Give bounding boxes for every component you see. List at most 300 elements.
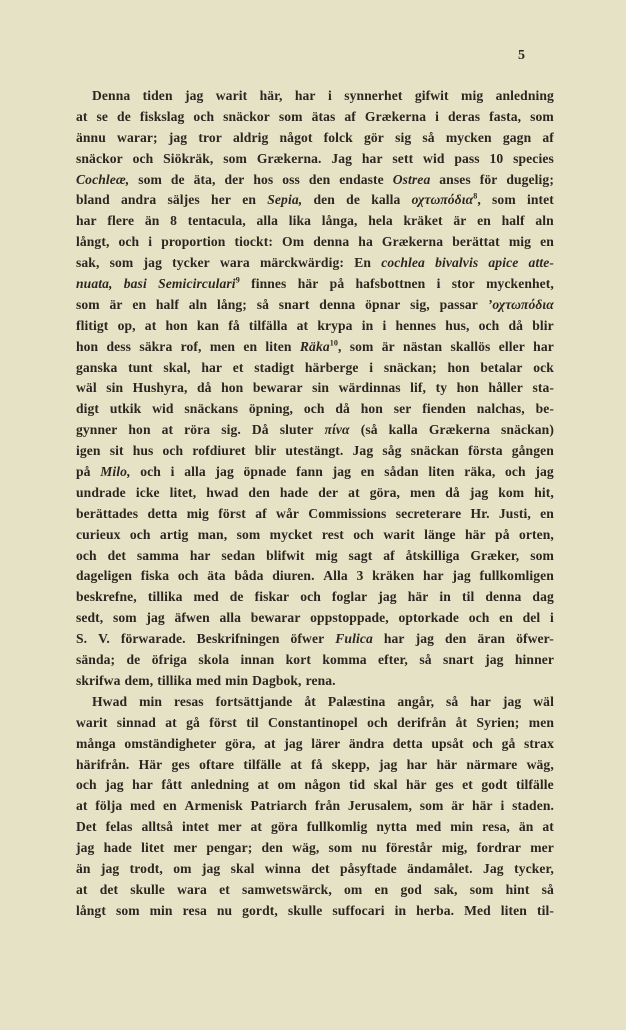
text: öfwer xyxy=(290,631,325,647)
word xyxy=(499,608,513,629)
text: der xyxy=(318,484,339,500)
word xyxy=(448,107,480,128)
word xyxy=(530,838,554,859)
word xyxy=(244,462,287,483)
text: som xyxy=(138,171,162,187)
word xyxy=(344,880,362,901)
word xyxy=(410,483,435,504)
text: nalchas, xyxy=(476,401,525,417)
text: det xyxy=(311,860,330,876)
text: det xyxy=(107,547,127,563)
text: dag xyxy=(532,589,554,605)
text: jag xyxy=(168,129,188,145)
word xyxy=(152,399,173,420)
word xyxy=(499,504,531,525)
word xyxy=(265,337,291,358)
word xyxy=(165,316,187,337)
text: derifrån xyxy=(397,714,447,730)
word xyxy=(535,211,553,232)
word xyxy=(163,441,184,462)
text: tilfälle xyxy=(243,756,282,772)
text: oss xyxy=(282,171,300,187)
word xyxy=(173,859,191,880)
word xyxy=(76,295,100,316)
word xyxy=(306,671,336,692)
word xyxy=(506,170,554,191)
text: innan xyxy=(240,652,275,668)
word xyxy=(349,734,384,755)
word xyxy=(242,901,278,922)
text: angår, xyxy=(397,693,435,709)
text: min xyxy=(225,672,249,688)
text: hus xyxy=(132,443,154,459)
text: rofdiuret xyxy=(192,443,246,459)
word xyxy=(533,358,554,379)
word xyxy=(394,399,412,420)
text: Palæstina xyxy=(327,693,386,709)
text: V. xyxy=(98,631,110,647)
word xyxy=(403,337,442,358)
text: tillika xyxy=(147,589,183,605)
word xyxy=(323,566,348,587)
word xyxy=(410,378,426,399)
word xyxy=(223,149,247,170)
italic-text: πίνα xyxy=(324,422,350,438)
word xyxy=(170,211,177,232)
text: beskrefne, xyxy=(76,589,137,605)
text: skola xyxy=(198,652,230,668)
text: folck xyxy=(323,129,353,145)
text: mig xyxy=(461,88,484,103)
text: gordt, xyxy=(242,902,278,918)
word xyxy=(424,525,455,546)
word xyxy=(171,755,189,776)
word xyxy=(434,880,457,901)
text: dem, xyxy=(124,672,154,688)
word xyxy=(266,546,304,567)
text: här xyxy=(436,756,458,772)
word xyxy=(243,337,257,358)
word xyxy=(246,713,258,734)
text: hint xyxy=(505,881,530,897)
word xyxy=(197,316,219,337)
word xyxy=(328,692,386,713)
text: de xyxy=(229,589,244,605)
text: stor xyxy=(451,276,475,292)
text: jag xyxy=(215,464,234,480)
text: tror xyxy=(198,129,222,145)
word xyxy=(192,441,245,462)
word xyxy=(322,211,358,232)
word xyxy=(76,316,108,337)
italic-text: atte- xyxy=(528,255,554,271)
text-line xyxy=(76,796,554,817)
text: är xyxy=(453,213,467,229)
text-line xyxy=(76,838,554,859)
text: ha xyxy=(358,234,373,250)
text: än xyxy=(518,819,534,835)
text: jag xyxy=(485,652,504,668)
text: och xyxy=(353,526,374,542)
word xyxy=(527,190,554,211)
word xyxy=(110,399,141,420)
word xyxy=(435,253,478,274)
word xyxy=(157,671,192,692)
word xyxy=(349,546,373,567)
text: långa, xyxy=(321,213,358,229)
text: bewarar xyxy=(252,380,303,396)
word xyxy=(354,253,371,274)
word xyxy=(325,420,350,441)
text: af xyxy=(255,505,267,521)
text: jag xyxy=(100,860,120,876)
word xyxy=(375,880,389,901)
text: sådan xyxy=(384,464,419,480)
text: S. xyxy=(76,631,88,647)
text-line xyxy=(76,566,554,587)
footnote-marker: 9 xyxy=(235,275,240,285)
text-line xyxy=(76,253,554,274)
text: min xyxy=(149,902,173,918)
word xyxy=(439,587,451,608)
text: och xyxy=(478,317,500,333)
text: och xyxy=(367,714,388,730)
text: Siökräk, xyxy=(163,150,214,166)
text: i xyxy=(170,464,175,480)
word xyxy=(228,316,240,337)
text: at xyxy=(76,881,88,897)
word xyxy=(184,399,238,420)
text: jag xyxy=(146,610,165,626)
word xyxy=(470,880,494,901)
text: kort xyxy=(285,652,311,668)
text: hinner xyxy=(514,652,554,668)
text: ock xyxy=(533,359,554,375)
word xyxy=(145,316,157,337)
text: litet xyxy=(141,840,165,856)
text-line xyxy=(76,755,554,776)
word xyxy=(371,190,400,211)
word xyxy=(516,775,554,796)
text: igen xyxy=(76,443,101,459)
text: i xyxy=(382,317,387,333)
word xyxy=(174,692,204,713)
text: bewarar xyxy=(250,610,301,626)
text: jag xyxy=(143,255,162,271)
word xyxy=(361,420,378,441)
text: fullkomligen xyxy=(479,568,554,584)
text: skulle xyxy=(130,881,165,897)
text: jag xyxy=(415,631,434,647)
text: liten xyxy=(500,902,527,918)
text: men xyxy=(410,484,436,500)
text: säkra xyxy=(139,338,173,354)
text: Beskrifningen xyxy=(196,631,280,647)
word xyxy=(217,295,247,316)
text: har xyxy=(132,777,153,793)
text: skulle xyxy=(287,902,323,918)
word xyxy=(312,107,336,128)
word xyxy=(445,316,469,337)
text: göra, xyxy=(369,484,401,500)
word xyxy=(206,838,252,859)
word xyxy=(542,880,554,901)
text: har xyxy=(470,693,491,709)
word xyxy=(486,274,554,295)
text: half xyxy=(155,296,179,312)
text: gifwit xyxy=(414,88,449,103)
text: intet xyxy=(182,819,209,835)
word xyxy=(464,901,491,922)
text: flere xyxy=(107,213,135,229)
text-line xyxy=(76,587,554,608)
word xyxy=(76,253,99,274)
word xyxy=(488,295,554,316)
text: wår xyxy=(276,505,299,521)
word xyxy=(365,295,400,316)
word xyxy=(76,525,121,546)
word xyxy=(130,796,155,817)
text: och xyxy=(468,610,490,626)
word xyxy=(197,378,212,399)
text: här xyxy=(407,589,429,605)
word xyxy=(76,504,138,525)
text: man, xyxy=(197,526,228,542)
word xyxy=(492,190,516,211)
text: och xyxy=(300,589,321,605)
text: så xyxy=(256,296,269,312)
word xyxy=(231,859,255,880)
text: at xyxy=(76,798,88,814)
word xyxy=(172,253,210,274)
text: nu xyxy=(361,840,377,856)
text: eller xyxy=(498,338,525,354)
text: detta xyxy=(392,735,423,751)
word xyxy=(264,734,276,755)
word xyxy=(289,211,311,232)
text: rof, xyxy=(180,338,202,354)
text: passar xyxy=(439,296,478,312)
word xyxy=(512,796,554,817)
text: fordrar xyxy=(476,840,522,856)
word xyxy=(92,692,127,713)
text: detta xyxy=(147,505,178,521)
text: utestängt. xyxy=(285,443,344,459)
word xyxy=(133,149,154,170)
word xyxy=(251,274,286,295)
word xyxy=(291,629,325,650)
word xyxy=(237,525,261,546)
word xyxy=(295,86,316,107)
word xyxy=(376,817,407,838)
text: tycker, xyxy=(514,860,554,876)
text: anledning xyxy=(495,88,554,103)
text: dugelig; xyxy=(506,171,554,187)
italic-text: Sepia, xyxy=(267,192,303,208)
text: , xyxy=(477,192,481,208)
word xyxy=(305,358,359,379)
text: orten, xyxy=(518,526,554,542)
text: påsyftade xyxy=(339,860,397,876)
text-line xyxy=(76,295,554,316)
word xyxy=(440,295,478,316)
text: i xyxy=(369,359,374,375)
text: tillika xyxy=(157,672,192,688)
word xyxy=(512,441,554,462)
word xyxy=(350,337,374,358)
text-line xyxy=(76,316,554,337)
text: en xyxy=(132,296,147,312)
text: ges xyxy=(171,756,190,772)
text: en xyxy=(374,881,389,897)
text: resa xyxy=(182,902,207,918)
word xyxy=(419,650,431,671)
text: optorkade xyxy=(398,610,460,626)
word xyxy=(344,107,356,128)
text: til- xyxy=(536,902,554,918)
word xyxy=(218,504,246,525)
text: sin xyxy=(312,380,330,396)
word xyxy=(416,629,434,650)
word xyxy=(416,817,441,838)
text: skallös xyxy=(450,338,491,354)
word xyxy=(221,546,255,567)
word xyxy=(322,650,366,671)
text: gå xyxy=(501,735,516,751)
text: mig xyxy=(508,234,532,250)
word xyxy=(416,901,454,922)
text: som xyxy=(530,108,554,124)
word xyxy=(503,692,521,713)
word xyxy=(308,504,386,525)
word xyxy=(395,901,407,922)
word xyxy=(148,587,183,608)
text: Denna xyxy=(92,88,131,103)
text: sta- xyxy=(532,380,554,396)
word xyxy=(515,650,554,671)
text: kräken xyxy=(372,568,415,584)
word xyxy=(217,901,232,922)
word xyxy=(297,316,309,337)
text: oftare xyxy=(199,756,235,772)
word xyxy=(397,692,434,713)
text: hit, xyxy=(534,484,554,500)
text: Jerusalem, xyxy=(347,798,412,814)
text: samma xyxy=(136,547,179,563)
text: om xyxy=(277,777,296,793)
word xyxy=(420,796,444,817)
word xyxy=(279,295,310,316)
text: i xyxy=(148,234,153,250)
text: då xyxy=(508,317,524,333)
word xyxy=(216,86,247,107)
text: sit xyxy=(109,443,124,459)
word xyxy=(253,378,303,399)
word xyxy=(101,859,119,880)
word xyxy=(194,587,219,608)
word xyxy=(137,546,179,567)
text: en xyxy=(162,798,177,814)
word xyxy=(407,755,428,776)
text: hade xyxy=(279,484,309,500)
text: här xyxy=(405,777,427,793)
word xyxy=(219,608,241,629)
text: fann xyxy=(296,464,323,480)
text-line xyxy=(76,358,554,379)
word xyxy=(335,629,373,650)
text: har xyxy=(383,631,405,647)
word xyxy=(501,901,527,922)
text: her xyxy=(211,192,231,208)
text: krypa xyxy=(317,317,353,333)
text: tid xyxy=(348,777,366,793)
text: få xyxy=(311,756,323,772)
text: hade xyxy=(103,840,132,856)
word xyxy=(76,650,115,671)
text: at xyxy=(348,484,360,500)
word xyxy=(186,713,200,734)
text: warar; xyxy=(117,129,158,145)
text: jag xyxy=(105,777,124,793)
word xyxy=(76,358,117,379)
text: tilfälle xyxy=(516,777,554,793)
text: finnes xyxy=(251,276,287,292)
word xyxy=(251,608,301,629)
word xyxy=(187,504,209,525)
text: litet, xyxy=(169,484,197,500)
word xyxy=(505,462,526,483)
text: resas xyxy=(174,693,204,709)
text: om xyxy=(344,881,363,897)
word xyxy=(133,378,188,399)
word xyxy=(333,462,351,483)
text: ty xyxy=(435,380,448,396)
text: ganska xyxy=(76,359,118,375)
word xyxy=(381,253,425,274)
text: gynner xyxy=(76,422,118,438)
word xyxy=(119,232,140,253)
text: såg xyxy=(382,443,402,459)
word xyxy=(173,838,197,859)
text: med xyxy=(416,819,442,835)
word xyxy=(76,566,132,587)
text: 8 xyxy=(170,213,177,229)
word xyxy=(198,525,227,546)
word xyxy=(136,483,160,504)
text: Grækerna xyxy=(381,234,444,250)
word xyxy=(278,775,296,796)
text: öpning, xyxy=(248,401,294,417)
text: så xyxy=(541,881,554,897)
word xyxy=(215,462,233,483)
text: wara xyxy=(177,881,207,897)
word xyxy=(488,378,523,399)
text: med xyxy=(193,589,219,605)
word xyxy=(270,525,313,546)
text-line xyxy=(76,650,554,671)
word xyxy=(532,316,554,337)
text: digt xyxy=(76,401,100,417)
text: jag xyxy=(184,88,204,103)
text: snäckor xyxy=(223,108,270,124)
text: nästan xyxy=(403,338,443,354)
text: Græker, xyxy=(470,547,520,563)
word xyxy=(398,608,459,629)
word xyxy=(411,441,459,462)
word xyxy=(121,629,186,650)
word xyxy=(406,546,460,567)
word xyxy=(117,107,131,128)
